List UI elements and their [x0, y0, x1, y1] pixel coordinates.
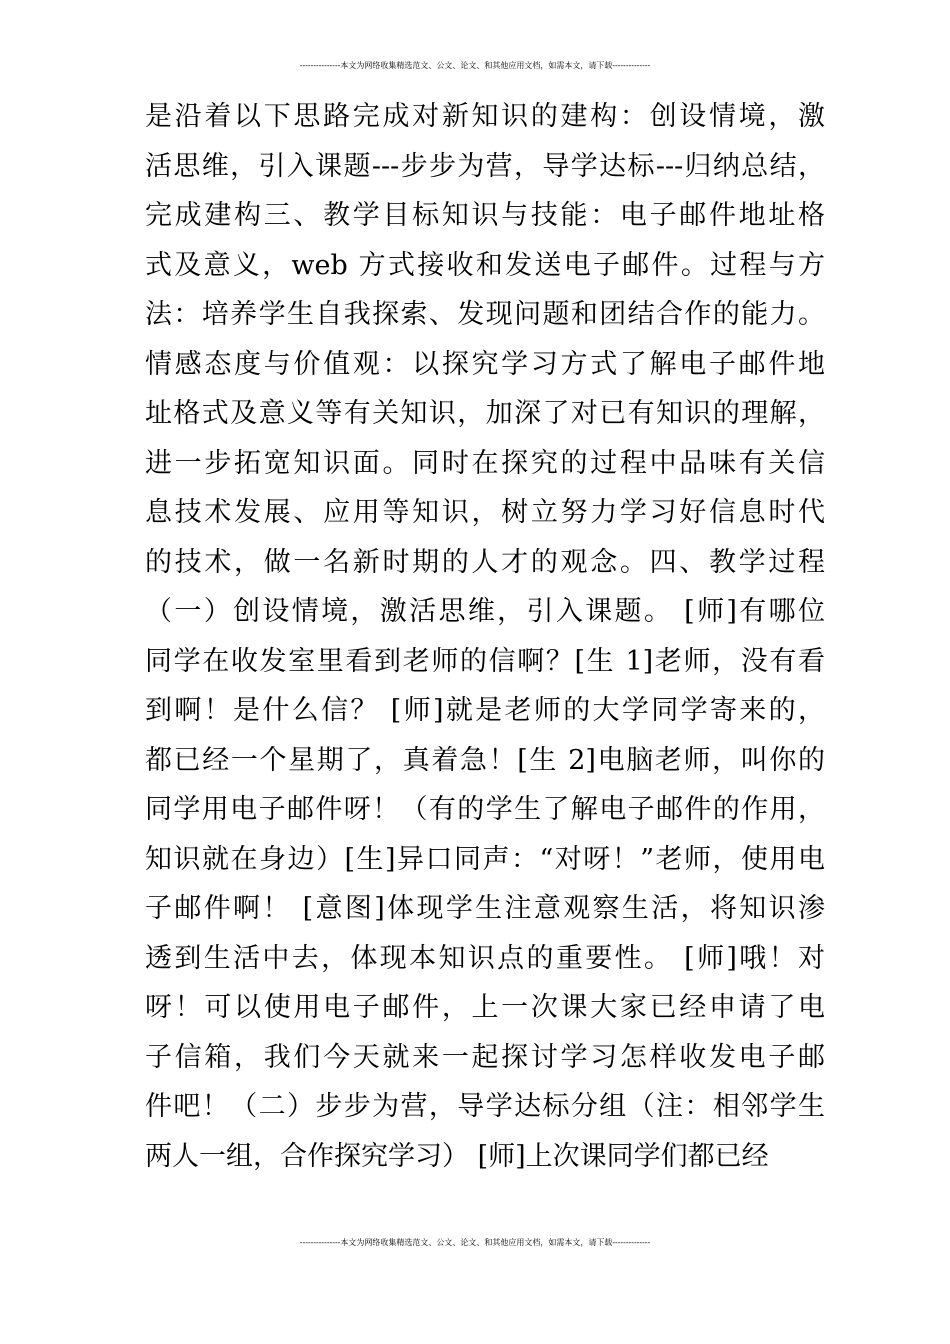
text-line: 透到生活中去，体现本知识点的重要性。 [师]哦！对 — [145, 942, 825, 974]
text-line: 件吧！（二）步步为营，导学达标分组（注：相邻学生 — [145, 1091, 825, 1122]
text-line: 同学用电子邮件呀！（有的学生了解电子邮件的作用， — [145, 794, 825, 825]
text-line: （一）创设情境，激活思维，引入课题。 [师]有哪位 — [145, 596, 825, 627]
page-footer: ---------------本文为网络收集精选范文、公文、论文、和其他应用文档，如需本文，请下载-------------- — [299, 1238, 651, 1247]
text-line: 活思维，引入课题---步步为营，导学达标---归纳总结， — [145, 150, 825, 182]
page-header: ---------------本文为网络收集精选范文、公文、论文、和其他应用文档，如需本文，请下载-------------- — [299, 61, 651, 70]
text-line: 式及意义，web 方式接收和发送电子邮件。过程与方 — [145, 249, 825, 281]
document-body — [145, 92, 825, 1181]
text-line: 完成建构三、教学目标知识与技能：电子邮件地址格 — [145, 200, 825, 231]
text-line: 是沿着以下思路完成对新知识的建构：创设情境，激 — [145, 101, 825, 132]
text-line: 址格式及意义等有关知识，加深了对已有知识的理解， — [145, 398, 825, 429]
text-line: 子信箱，我们今天就来一起探讨学习怎样收发电子邮 — [145, 1041, 825, 1073]
text-line: 息技术发展、应用等知识，树立努力学习好信息时代 — [145, 497, 825, 528]
text-line: 知识就在身边）[生]异口同声：“对呀！”老师，使用电 — [145, 843, 825, 875]
text-line: 都已经一个星期了，真着急！[生 2]电脑老师，叫你的 — [145, 744, 825, 776]
text-line: 到啊！是什么信？ [师]就是老师的大学同学寄来的， — [145, 695, 825, 726]
text-line: 呀！可以使用电子邮件，上一次课大家已经申请了电 — [145, 992, 825, 1023]
text-line: 进一步拓宽知识面。同时在探究的过程中品味有关信 — [145, 447, 825, 479]
text-line: 子邮件啊！ [意图]体现学生注意观察生活，将知识渗 — [145, 893, 825, 924]
text-line: 情感态度与价值观：以探究学习方式了解电子邮件地 — [145, 348, 825, 380]
text-line: 法：培养学生自我探索、发现问题和团结合作的能力。 — [145, 299, 825, 330]
text-line: 两人一组，合作探究学习） [师]上次课同学们都已经 — [145, 1140, 769, 1172]
text-line: 的技术，做一名新时期的人才的观念。四、教学过程 — [145, 546, 825, 578]
text-line: 同学在收发室里看到老师的信啊？[生 1]老师，没有看 — [145, 645, 825, 677]
